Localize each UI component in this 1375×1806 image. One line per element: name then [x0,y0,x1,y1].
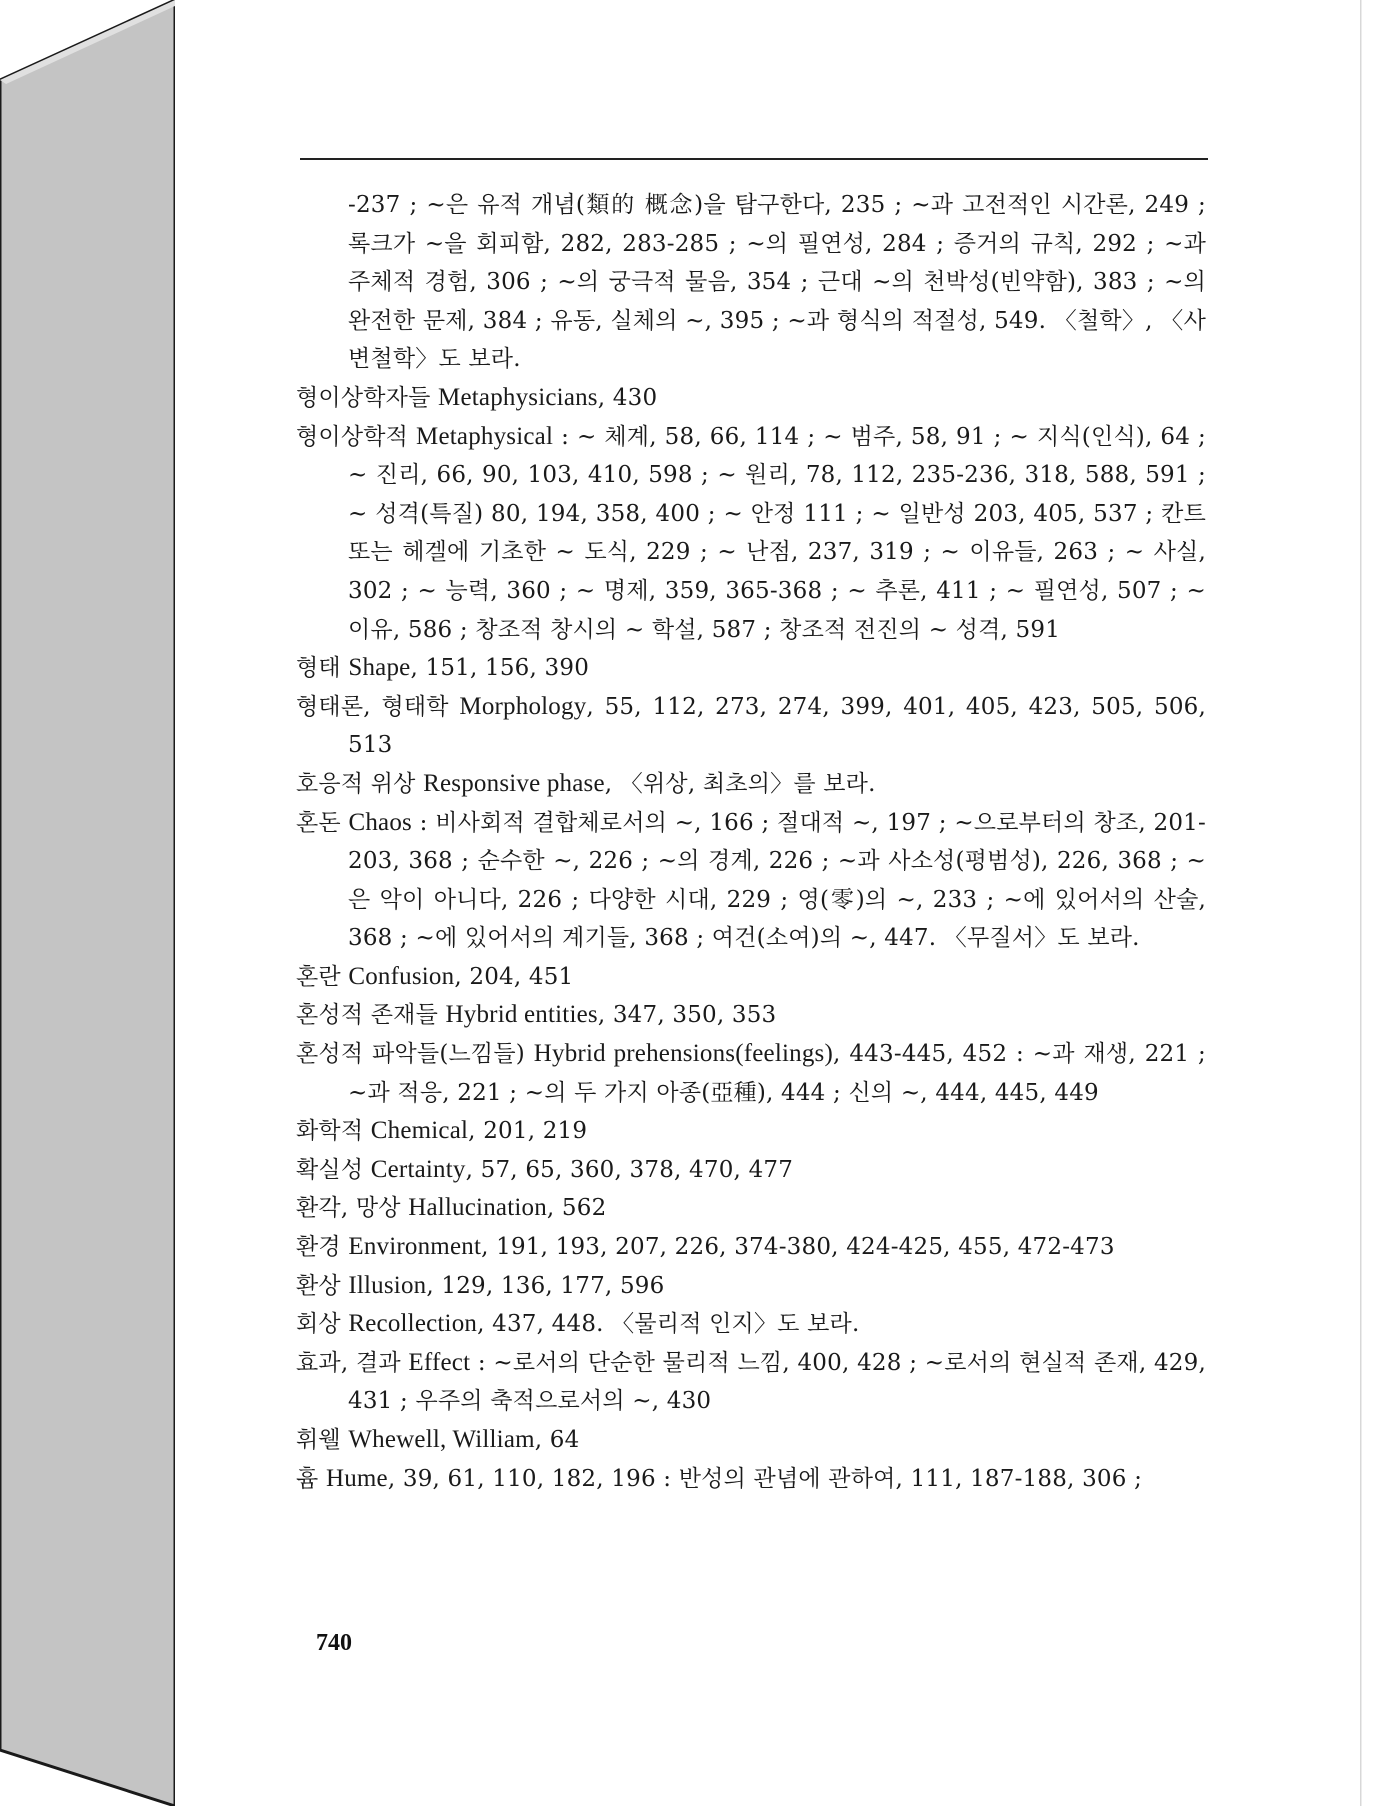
index-entry-continuation: -237 ; ~은 유적 개념(類的 概念)을 탐구한다, 235 ; ~과 고전적인 시간론, 249 ; 록크가 ~을 회피함, 282, 283-285 ; ~의 필연성, 284 ; 증거의 규칙, 292 ; ~과 주체적 경험, 306 ; ~의 궁극적 물음, 354 ; 근대 ~의 천박성(빈약함), 383 ; ~의 완전한 문제, 384 ; 유동, 실체의 ~, 395 ; ~과 형식의 적절성, 549. 〈철학〉, 〈사변철학〉도 보라. [348,192,1206,373]
index-entry: 환각, 망상 Hallucination, 562 [296,1194,607,1222]
index-entry: 휘웰 Whewell, William, 64 [296,1426,580,1453]
index-entry: 혼돈 Chaos : 비사회적 결합체로서의 ~, 166 ; 절대적 ~, 197 ; ~으로부터의 창조, 201-203, 368 ; 순수한 ~, 226 ; ~의 경계, 226 ; ~과 사소성(평범성), 226, 368 ; ~은 악이 아니다, 226 ; 다양한 시대, 229 ; 영(零)의 ~, 233 ; ~에 있어서의 산술, 368 ; ~에 있어서의 계기들, 368 ; 여건(소여)의 ~, 447. 〈무질서〉도 보라. [296,808,1206,952]
index-entry: 환상 Illusion, 129, 136, 177, 596 [296,1271,665,1299]
index-entry: 형이상학적 Metaphysical : ~ 체계, 58, 66, 114 ; ~ 범주, 58, 91 ; ~ 지식(인식), 64 ; ~ 진리, 66, 90, 103, 410, 598 ; ~ 원리, 78, 112, 235-236, 318, 588, 591 ; ~ 성격(특질) 80, 194, 358, 400 ; ~ 안정 111 ; ~ 일반성 203, 405, 537 ; 칸트 또는 헤겔에 기초한 ~ 도식, 229 ; ~ 난점, 237, 319 ; ~ 이유들, 263 ; ~ 사실, 302 ; ~ 능력, 360 ; ~ 명제, 359, 365-368 ; ~ 추론, 411 ; ~ 필연성, 507 ; ~ 이유, 586 ; 창조적 창시의 ~ 학설, 587 ; 창조적 전진의 ~ 성격, 591 [296,422,1206,643]
index-entry: 확실성 Certainty, 57, 65, 360, 378, 470, 477 [296,1155,794,1183]
index-entry: 회상 Recollection, 437, 448. 〈물리적 인지〉도 보라. [296,1310,860,1338]
index-entry: 형태 Shape, 151, 156, 390 [296,654,590,682]
index-entry: 흄 Hume, 39, 61, 110, 182, 196 : 반성의 관념에 관하여, 111, 187-188, 306 ; [296,1464,1143,1492]
index-entry: 환경 Environment, 191, 193, 207, 226, 374-380, 424-425, 455, 472-473 [296,1233,1115,1261]
index-entry: 혼성적 파악들(느낌들) Hybrid prehensions(feelings), 443-445, 452 : ~과 재생, 221 ; ~과 적응, 221 ; ~의 두 가지 아종(亞種), 444 ; 신의 ~, 444, 445, 449 [296,1040,1206,1106]
index-entry: 화학적 Chemical, 201, 219 [296,1117,588,1145]
index-entries [296,186,1206,1498]
header-rule [300,158,1208,160]
index-entry: 효과, 결과 Effect : ~로서의 단순한 물리적 느낌, 400, 428 ; ~로서의 현실적 존재, 429, 431 ; 우주의 축적으로서의 ~, 430 [296,1348,1206,1415]
index-entry: 형이상학자들 Metaphysicians, 430 [296,383,658,411]
index-entry: 호응적 위상 Responsive phase, 〈위상, 최초의〉를 보라. [296,769,876,797]
index-entry: 형태론, 형태학 Morphology, 55, 112, 273, 274, 399, 401, 405, 423, 505, 506, 513 [296,692,1206,759]
index-entry: 혼성적 존재들 Hybrid entities, 347, 350, 353 [296,1001,777,1029]
index-entry: 혼란 Confusion, 204, 451 [296,962,574,990]
page-number: 740 [316,1630,352,1656]
